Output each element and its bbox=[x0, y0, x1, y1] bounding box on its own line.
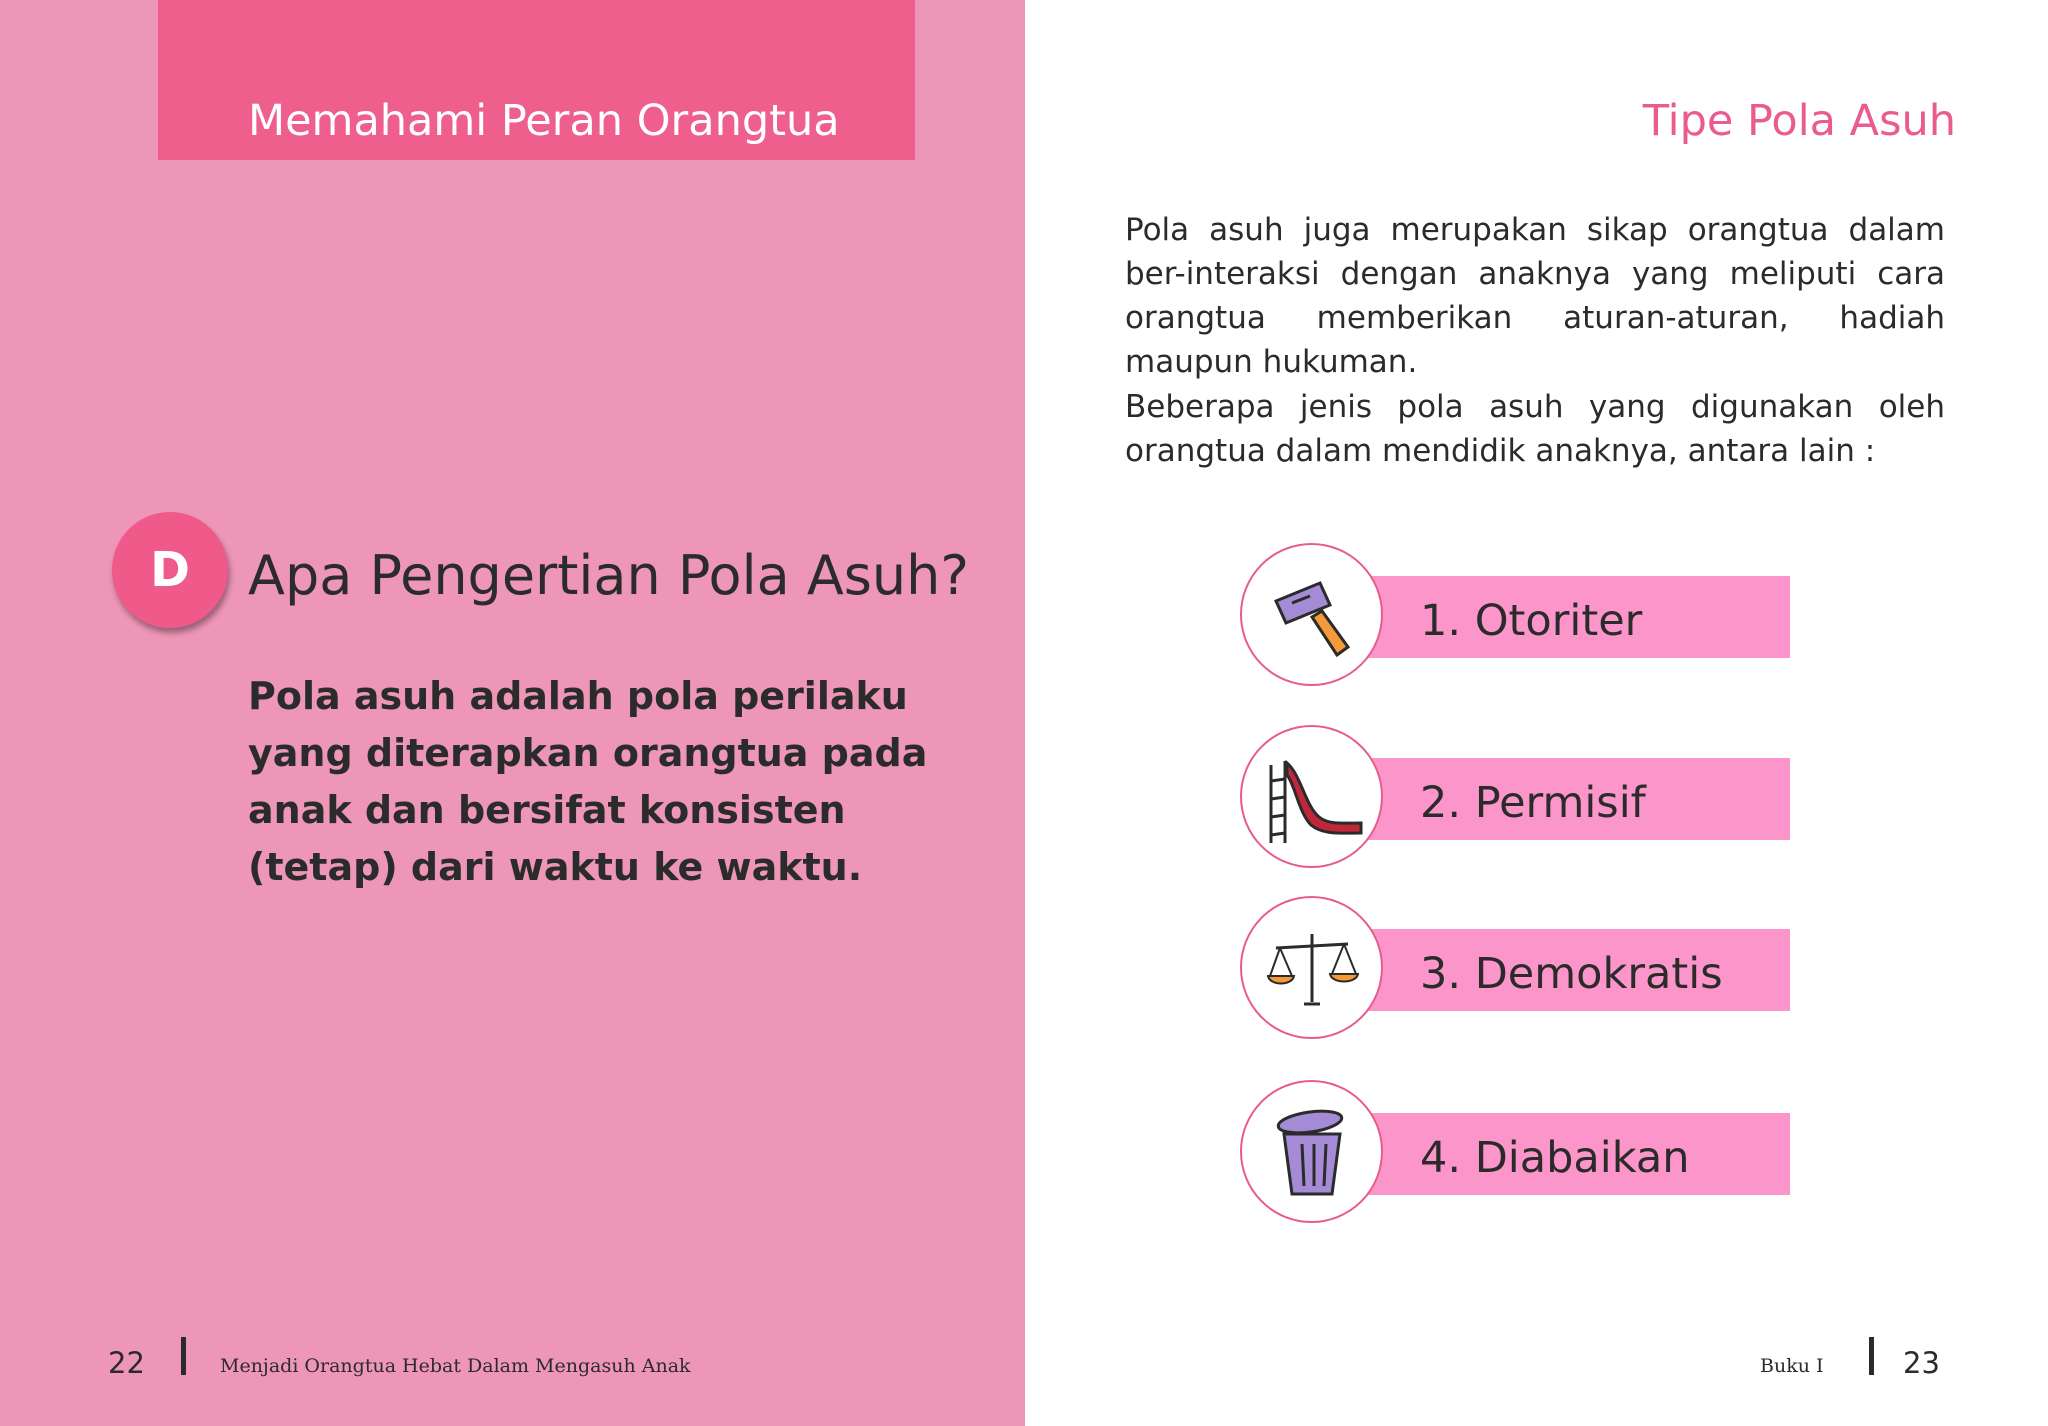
item-icon-circle bbox=[1240, 896, 1383, 1039]
footer-divider-left bbox=[181, 1337, 186, 1375]
item-icon-circle bbox=[1240, 1080, 1383, 1223]
footer-book-label: Buku I bbox=[1760, 1355, 1824, 1377]
right-page-title: Tipe Pola Asuh bbox=[1642, 96, 1956, 146]
footer-divider-right bbox=[1869, 1337, 1874, 1375]
balance-scale-icon bbox=[1262, 918, 1362, 1018]
parenting-type-item bbox=[1240, 1080, 1790, 1235]
slide-icon bbox=[1257, 747, 1367, 847]
footer-book-title: Menjadi Orangtua Hebat Dalam Mengasuh Anak bbox=[220, 1355, 691, 1377]
parenting-type-item bbox=[1240, 896, 1790, 1051]
item-label: 4. Diabaikan bbox=[1420, 1133, 1690, 1183]
paragraph-2: Beberapa jenis pola asuh yang digunakan oleh orangtua dalam mendidik anaknya, antara lain : bbox=[1125, 389, 1945, 469]
item-icon-circle bbox=[1240, 725, 1383, 868]
paragraph-1: Pola asuh juga merupakan sikap orangtua dalam ber-interaksi dengan anaknya yang meliputi cara orangtua memberikan aturan-aturan, hadiah maupun hukuman. bbox=[1125, 212, 1945, 380]
item-label: 3. Demokratis bbox=[1420, 949, 1723, 999]
definition-text: Pola asuh adalah pola perilaku yang diterapkan orangtua pada anak dan bersifat konsisten (tetap) dari waktu ke waktu. bbox=[248, 674, 928, 889]
item-icon-circle bbox=[1240, 543, 1383, 686]
page-number-left: 22 bbox=[108, 1346, 145, 1380]
parenting-type-item bbox=[1240, 543, 1790, 698]
item-label: 2. Permisif bbox=[1420, 778, 1646, 828]
section-badge bbox=[112, 512, 228, 628]
item-label: 1. Otoriter bbox=[1420, 596, 1643, 646]
parenting-type-item bbox=[1240, 725, 1790, 880]
section-letter: D bbox=[150, 542, 190, 598]
trash-bin-icon bbox=[1262, 1102, 1362, 1202]
section-heading: Apa Pengertian Pola Asuh? bbox=[248, 544, 970, 607]
page-number-right: 23 bbox=[1903, 1346, 1940, 1380]
header-title: Memahami Peran Orangtua bbox=[248, 96, 840, 146]
hammer-icon bbox=[1262, 565, 1362, 665]
